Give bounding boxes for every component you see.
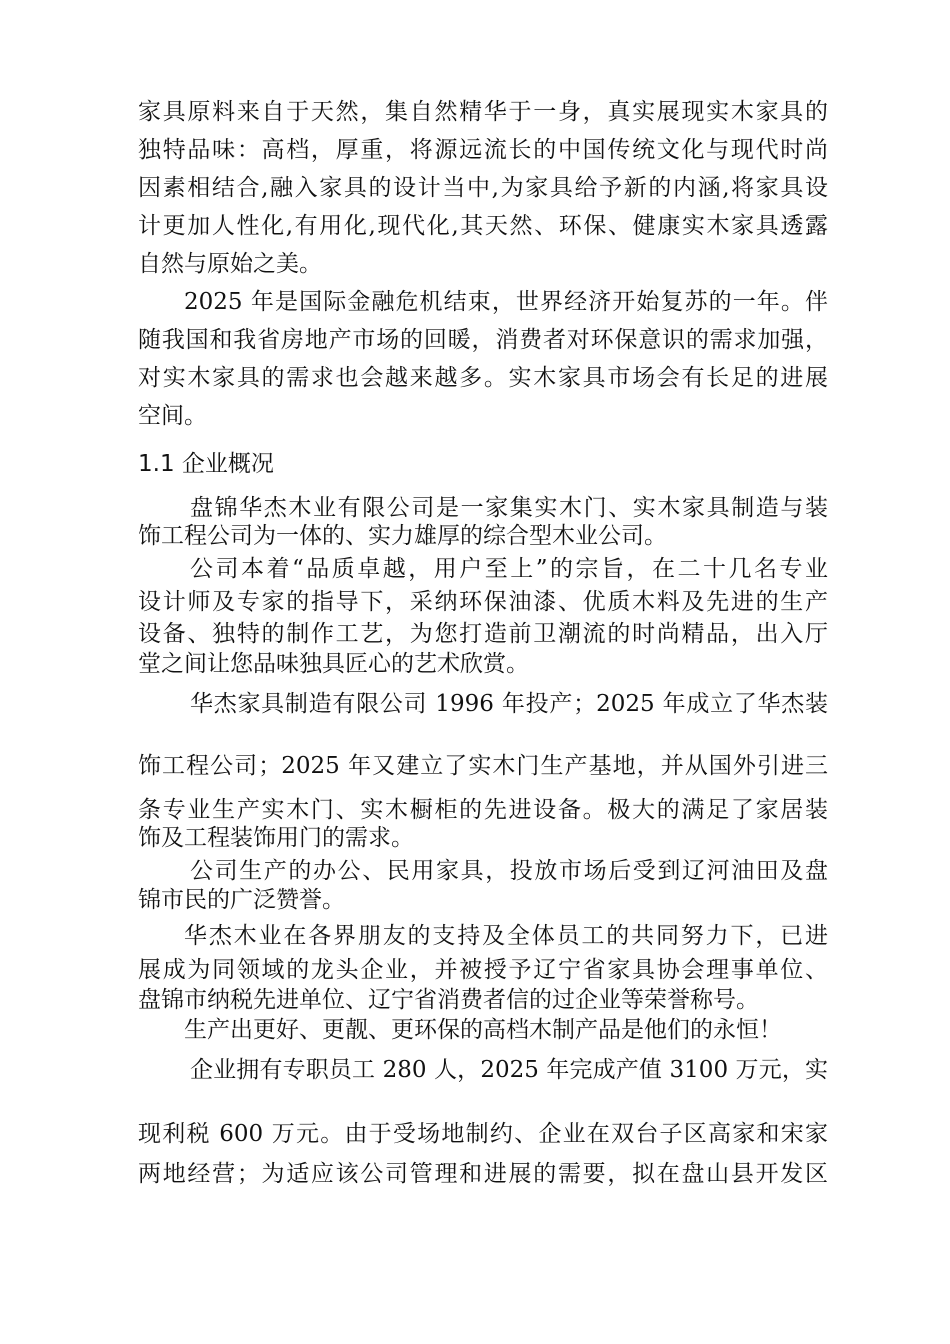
text-line: 现利税 600 万元。由于受场地制约、企业在双台子区高家和宋家 [138, 1121, 828, 1147]
text-line: 条专业生产实木门、实木橱柜的先进设备。极大的满足了家居装 [138, 797, 828, 823]
text-line: 计更加人性化,有用化,现代化,其天然、环保、健康实木家具透露 [138, 213, 828, 239]
text-line: 空间。 [138, 403, 207, 429]
text-line: 锦市民的广泛赞誉。 [138, 887, 345, 913]
text-line: 企业拥有专职员工 280 人，2025 年完成产值 3100 万元，实 [190, 1057, 828, 1083]
text-line: 盘锦市纳税先进单位、辽宁省消费者信的过企业等荣誉称号。 [138, 987, 759, 1013]
text-line: 饰工程公司为一体的、实力雄厚的综合型木业公司。 [138, 523, 667, 549]
text-line: 家具原料来自于天然，集自然精华于一身，真实展现实木家具的 [138, 99, 828, 125]
text-line: 设计师及专家的指导下，采纳环保油漆、优质木料及先进的生产 [138, 589, 828, 615]
text-line: 华杰木业在各界朋友的支持及全体员工的共同努力下，已进 [184, 923, 828, 949]
text-line: 2025 年是国际金融危机结束，世界经济开始复苏的一年。伴 [184, 289, 828, 315]
text-line: 公司生产的办公、民用家具，投放市场后受到辽河油田及盘 [190, 858, 828, 884]
section-heading: 1.1 企业概况 [138, 451, 274, 477]
text-line: 展成为同领域的龙头企业，并被授予辽宁省家具协会理事单位、 [138, 957, 828, 983]
text-line: 独特品味：高档，厚重，将源远流长的中国传统文化与现代时尚 [138, 137, 828, 163]
text-line: 设备、独特的制作工艺，为您打造前卫潮流的时尚精品，出入厅 [138, 621, 828, 647]
text-line: 自然与原始之美。 [138, 251, 322, 277]
text-line: 生产出更好、更靓、更环保的高档木制产品是他们的永恒！ [184, 1017, 782, 1043]
text-line: 堂之间让您品味独具匠心的艺术欣赏。 [138, 651, 529, 677]
text-line: 随我国和我省房地产市场的回暖，消费者对环保意识的需求加强， [138, 327, 828, 353]
text-line: 因素相结合,融入家具的设计当中,为家具给予新的内涵,将家具设 [138, 175, 828, 201]
text-line: 两地经营；为适应该公司管理和进展的需要，拟在盘山县开发区 [138, 1161, 828, 1187]
text-line: 饰工程公司；2025 年又建立了实木门生产基地，并从国外引进三 [138, 753, 828, 779]
text-line: 饰及工程装饰用门的需求。 [138, 825, 414, 851]
text-line: 盘锦华杰木业有限公司是一家集实木门、实木家具制造与装 [190, 495, 828, 521]
text-line: 公司本着“品质卓越，用户至上”的宗旨，在二十几名专业 [190, 556, 828, 582]
text-line: 对实木家具的需求也会越来越多。实木家具市场会有长足的进展 [138, 365, 828, 391]
text-line: 华杰家具制造有限公司 1996 年投产；2025 年成立了华杰装 [190, 691, 828, 717]
